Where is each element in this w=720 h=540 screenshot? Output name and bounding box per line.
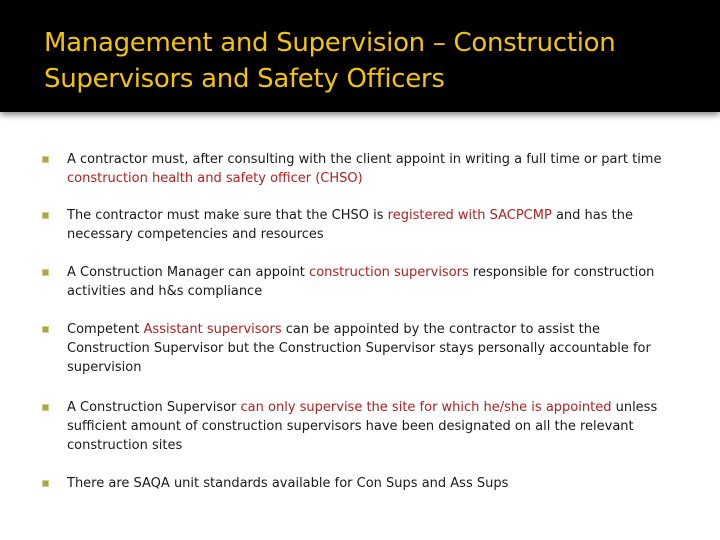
text-segment: There are SAQA unit standards available for Con Sups and Ass Sups — [67, 476, 509, 491]
title-bar — [0, 0, 720, 112]
text-segment: A Construction Supervisor — [67, 400, 241, 415]
text-segment: unless sufficient amount of construction supervisors have been designated on all the relevant construction sites — [67, 400, 658, 453]
bullet-text — [67, 150, 677, 188]
highlighted-text: Assistant supervisors — [143, 322, 282, 337]
bullet-text — [67, 206, 677, 244]
text-segment: Competent — [67, 322, 144, 337]
square-bullet-icon — [42, 212, 49, 219]
bullet-text — [67, 320, 677, 377]
square-bullet-icon — [42, 326, 49, 333]
highlighted-text: can only supervise the site for which he/she is appointed — [240, 400, 612, 415]
text-segment: The contractor must make sure that the CHSO is — [67, 208, 388, 223]
text-segment: can be appointed by the contractor to assist the Construction Supervisor but the Construction Supervisor stays personally accountable for supervision — [67, 322, 651, 375]
square-bullet-icon — [42, 269, 49, 276]
highlighted-text: registered with SACPCMP — [387, 208, 552, 223]
square-bullet-icon — [42, 480, 49, 487]
bullet-text — [67, 474, 677, 493]
text-segment: A Construction Manager can appoint — [67, 265, 310, 280]
text-segment: responsible for construction activities and h&s compliance — [67, 265, 655, 299]
bullet-text — [67, 398, 677, 455]
text-segment: A contractor must, after consulting with the client appoint in writing a full time or part time — [67, 152, 662, 167]
text-segment: and has the necessary competencies and resources — [67, 208, 633, 242]
bullet-text — [67, 263, 677, 301]
square-bullet-icon — [42, 156, 49, 163]
highlighted-text: construction health and safety officer (CHSO) — [67, 171, 363, 186]
slide-title: Management and Supervision – Construction Supervisors and Safety Officers — [44, 28, 616, 94]
highlighted-text: construction supervisors — [309, 265, 469, 280]
square-bullet-icon — [42, 404, 49, 411]
